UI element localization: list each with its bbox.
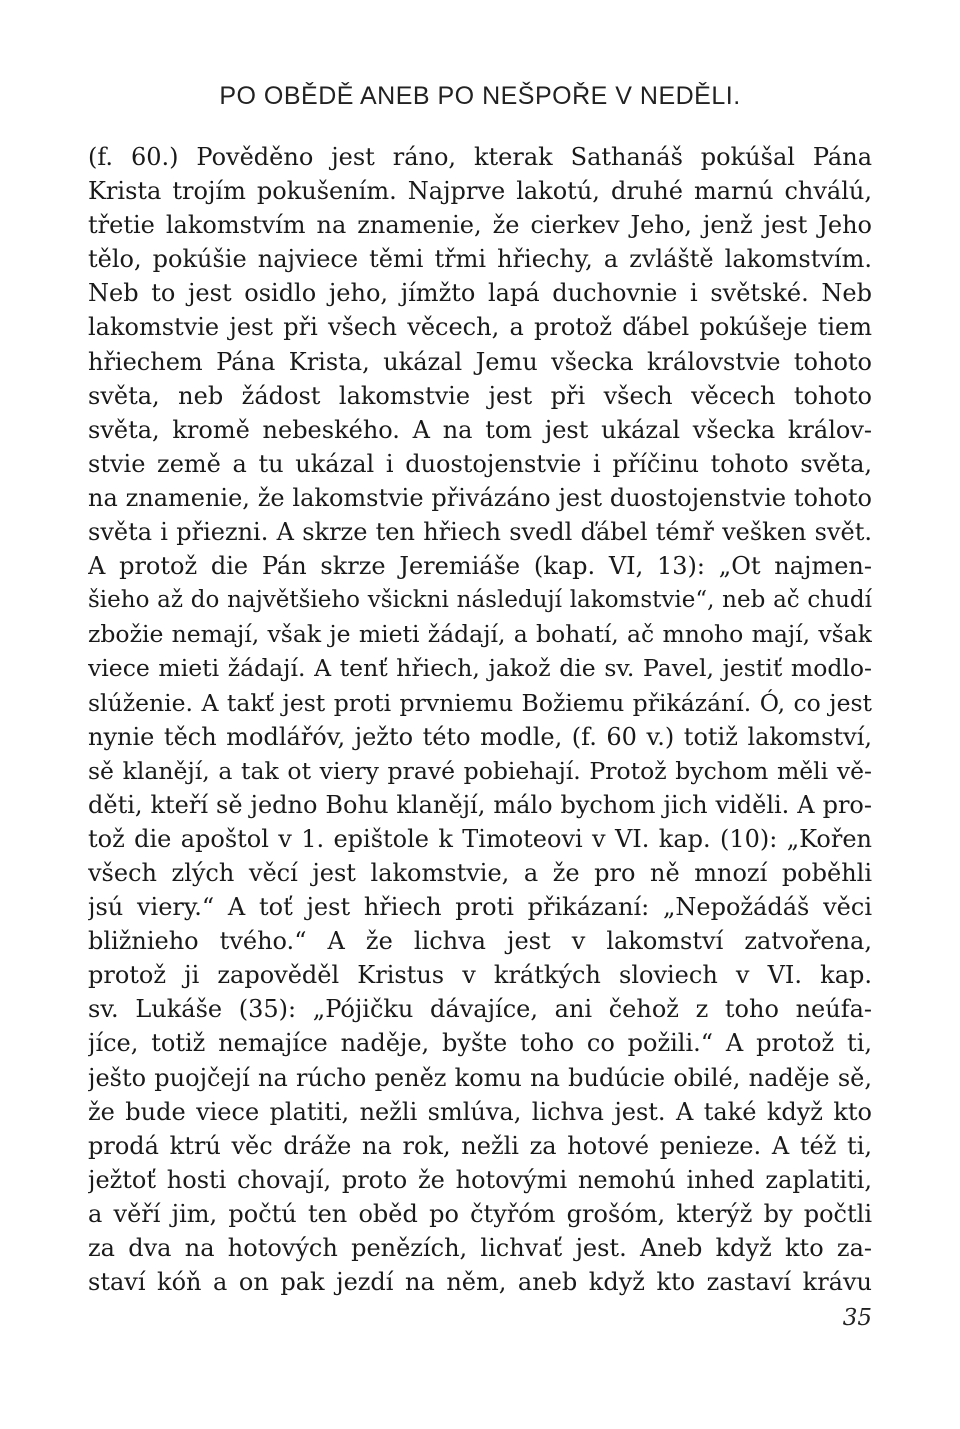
text-line: jsú viery.“ A toť jest hřiech proti přikázaní: „Nepožádáš věci (88, 893, 872, 922)
text-line: ježtoť hosti chovají, proto že hotovými nemohú inhed zaplatiti, (88, 1165, 872, 1194)
text-line: šieho až do najvětšieho všickni následují lakomstvie“, neb ač chudí (88, 587, 872, 614)
text-line: slúženie. A takť jest proti prvniemu Božiemu přikázání. Ó, co jest (88, 688, 872, 717)
text-line: světa, kromě nebeského. A na tom jest ukázal všecka králov- (88, 415, 872, 444)
text-line: zbožie nemají, však je mieti žádají, a bohatí, ač mnoho mají, však (88, 620, 872, 649)
text-line: všech zlých věcí jest lakomstvie, a že pro ně mnozí poběhli (88, 858, 872, 887)
text-line: tělo, pokúšie najviece těmi třmi hřiechy, a zvláště lakomstvím. (88, 245, 872, 274)
text-line: děti, kteří sě jedno Bohu klanějí, málo bychom jich viděli. A pro- (88, 790, 872, 819)
text-line: lakomstvie jest při všech věcech, a protož ďábel pokúšeje tiem (88, 313, 872, 342)
body-text (88, 140, 872, 1299)
text-line: za dva na hotových penězích, lichvať jest. Aneb když kto za- (88, 1234, 872, 1262)
text-line: bližnieho tvého.“ A že lichva jest v lakomství zatvořena, (88, 927, 872, 956)
chapter-heading: PO OBĚDĚ ANEB PO NEŠPOŘE V NEDĚLI. (219, 82, 741, 110)
text-line: světa i přiezni. A skrze ten hřiech svedl ďábel témř vešken svět. (88, 518, 872, 547)
text-line: Neb to jest osidlo jeho, jímžto lapá duchovnie i světské. Neb (88, 279, 872, 308)
text-line: (f. 60.) Pověděno jest ráno, kterak Sathanáš pokúšal Pána (88, 143, 872, 171)
text-line: viece mieti žádají. A tenť hřiech, jakož die sv. Pavel, jestiť modlo- (88, 654, 872, 683)
text-line: staví kóň a on pak jezdí na něm, aneb když kto zastaví krávu (88, 1268, 872, 1297)
text-line: ješto puojčejí na rúcho peněz komu na budúcie obilé, naděje sě, (88, 1063, 872, 1092)
text-line: nynie těch modlářóv, ježto této modle, (f. 60 v.) totiž lakomství, (88, 722, 872, 751)
text-line: sv. Lukáše (35): „Pójičku dávajíce, ani čehož z toho neúfa- (88, 995, 872, 1024)
text-line: světa, neb žádost lakomstvie jest při všech věcech tohoto (88, 381, 872, 410)
text-line: tož die apoštol v 1. epištole k Timoteovi v VI. kap. (10): „Kořen (88, 824, 872, 853)
text-line: prodá ktrú věc dráže na rok, nežli za hotové penieze. A též ti, (88, 1131, 872, 1160)
text-line: že bude viece platiti, nežli smlúva, lichva jest. A také když kto (88, 1097, 872, 1126)
text-line: A protož die Pán skrze Jeremiáše (kap. VI, 13): „Ot najmen- (88, 552, 872, 581)
text-line: Krista trojím pokušením. Najprve lakotú, druhé marnú chválú, (88, 177, 872, 206)
text-line: sě klanějí, a tak ot viery pravé pobiehají. Protož bychom měli vě- (88, 756, 872, 785)
text-line: jíce, totiž nemajíce naděje, byšte toho co požili.“ A protož ti, (88, 1029, 872, 1058)
text-line: na znamenie, že lakomstvie přivázáno jest duostojenstvie tohoto (88, 483, 872, 512)
text-line: a věří jim, počtú ten oběd po čtyřóm grošóm, kterýž by počtli (88, 1199, 872, 1228)
text-line: stvie země a tu ukázal i duostojenstvie i příčinu tohoto světa, (88, 449, 872, 478)
page-number: 35 (842, 1305, 872, 1331)
text-line: hřiechem Pána Krista, ukázal Jemu všecka královstvie tohoto (88, 347, 872, 376)
text-line: protož ji zapověděl Kristus v krátkých sloviech v VI. kap. (88, 961, 872, 990)
text-line: třetie lakomstvím na znamenie, že cierkev Jeho, jenž jest Jeho (88, 211, 872, 240)
